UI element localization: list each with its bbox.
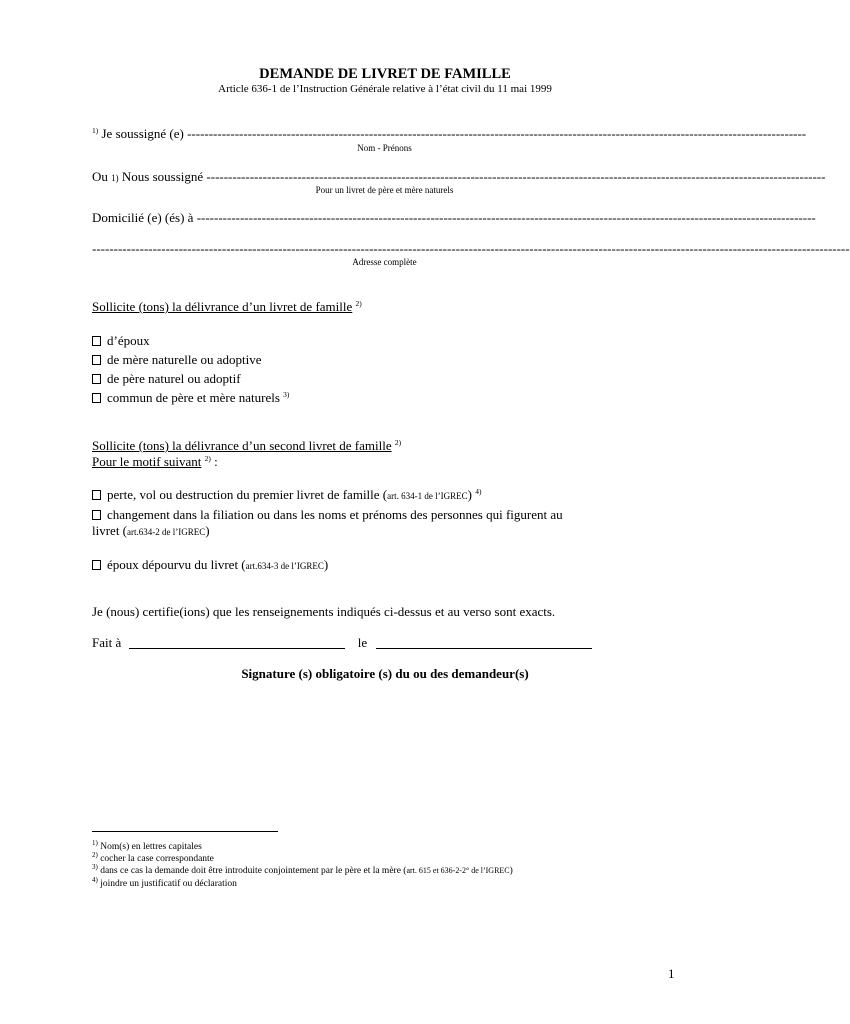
page-title: DEMANDE DE LIVRET DE FAMILLE [259, 66, 511, 82]
domicile-line[interactable] [92, 210, 816, 226]
checkbox[interactable] [92, 336, 101, 346]
option-label: de père naturel ou adoptif [107, 371, 241, 386]
option-label-cont: livret ( [92, 523, 128, 538]
nous-soussigne-label: Nous soussigné [121, 169, 204, 184]
option-changement[interactable] [92, 507, 563, 523]
paren-close: ) [509, 866, 513, 876]
nous-soussigne-field[interactable]: ----------------------------------------------------------------------------------------------------------------------------------------------- [206, 169, 826, 184]
footnote-text: Nom(s) en lettres capitales [100, 842, 202, 852]
option-pere[interactable] [92, 371, 241, 387]
page-number: 1 [668, 966, 675, 981]
option-changement-cont [92, 523, 210, 539]
motif-line [92, 454, 218, 470]
footnote-divider [92, 831, 278, 832]
option-perte[interactable] [92, 487, 481, 503]
domicile-field[interactable]: ----------------------------------------------------------------------------------------------------------------------------------------------- [196, 210, 816, 225]
option-label: commun de père et mère naturels [107, 390, 280, 405]
place-label: Fait à [92, 635, 122, 650]
nom-prenoms-caption: Nom - Prénons [357, 143, 412, 153]
article-ref: art.634-3 de l’IGREC [245, 561, 324, 571]
footnote-number: 1) [92, 839, 98, 847]
section2-heading [92, 438, 401, 454]
footnote-number: 3) [92, 863, 98, 871]
footnote-text: joindre un justificatif ou déclaration [100, 879, 237, 889]
signature-label: Signature (s) obligatoire (s) du ou des demandeur(s) [241, 666, 529, 681]
footnote-ref: 2) [394, 438, 402, 447]
option-label: changement dans la filiation ou dans les noms et prénoms des personnes qui figurent au [107, 507, 563, 522]
motif-label: Pour le motif suivant [92, 454, 202, 469]
paren-close: ) [205, 523, 210, 538]
checkbox[interactable] [92, 374, 101, 384]
option-epoux[interactable] [92, 333, 150, 349]
soussigne-label: Je soussigné (e) [101, 126, 184, 141]
section2-heading-text: Sollicite (tons) la délivrance d’un second livret de famille [92, 438, 392, 453]
parents-naturels-caption: Pour un livret de père et mère naturels [315, 185, 454, 195]
section1-heading-text: Sollicite (tons) la délivrance d’un livret de famille [92, 299, 353, 314]
footnote-text: dans ce cas la demande doit être introduite conjointement par le père et la mère ( [100, 866, 407, 876]
checkbox[interactable] [92, 510, 101, 520]
fait-a-line[interactable] [92, 635, 592, 651]
footnote-text: cocher la case correspondante [100, 854, 214, 864]
page-subtitle: Article 636-1 de l’Instruction Générale relative à l’état civil du 11 mai 1999 [218, 83, 552, 95]
section1-heading [92, 299, 362, 315]
footnote-3 [92, 863, 513, 876]
paren-close: ) [323, 557, 329, 572]
article-ref: art. 615 et 636-2-2° de l’IGREC [406, 866, 510, 875]
footnote-number: 2) [92, 851, 98, 859]
nous-soussigne-line[interactable] [92, 169, 826, 185]
checkbox[interactable] [92, 355, 101, 365]
option-label: de mère naturelle ou adoptive [107, 352, 262, 367]
checkbox[interactable] [92, 490, 101, 500]
checkbox[interactable] [92, 393, 101, 403]
footnote-ref: 1) [92, 126, 99, 135]
domicile-label: Domicilié (e) (és) à [92, 210, 194, 225]
option-commun[interactable] [92, 390, 289, 406]
article-ref: art.634-2 de l’IGREC [127, 527, 206, 537]
address-line[interactable] [92, 241, 850, 257]
option-label: perte, vol ou destruction du premier livret de famille ( [107, 487, 388, 502]
signature-area[interactable] [92, 672, 677, 822]
option-label: époux dépourvu du livret ( [107, 557, 246, 572]
checkbox[interactable] [92, 560, 101, 570]
motif-colon: : [214, 454, 218, 469]
footnote-ref: 2) [204, 454, 211, 463]
certification-text: Je (nous) certifie(ions) que les renseignements indiqués ci-dessus et au verso sont exacts. [92, 604, 556, 619]
footnote-ref: 4) [475, 487, 482, 496]
soussigne-field[interactable]: ----------------------------------------------------------------------------------------------------------------------------------------------- [187, 126, 807, 141]
option-epoux-depourvu[interactable] [92, 557, 328, 573]
footnote-ref: 2) [355, 299, 362, 308]
adresse-caption: Adresse complète [352, 257, 417, 267]
option-label: d’époux [107, 333, 150, 348]
place-field[interactable] [129, 636, 345, 649]
article-ref: art. 634-1 de l’IGREC [387, 491, 468, 501]
date-label: le [357, 635, 368, 650]
footnote-ref: 3) [283, 390, 290, 399]
address-field[interactable]: ------------------------------------------------------------------------------------------------------------------------------------------------------------------------------- [92, 241, 850, 256]
soussigne-line[interactable] [92, 126, 807, 142]
footnote-4 [92, 876, 237, 889]
paren-close: ) [467, 487, 472, 502]
option-mere[interactable] [92, 352, 262, 368]
footnote-number: 4) [92, 876, 98, 884]
date-field[interactable] [376, 636, 592, 649]
ou-label: Ou [92, 169, 108, 184]
footnote-ref: 1) [111, 173, 119, 183]
